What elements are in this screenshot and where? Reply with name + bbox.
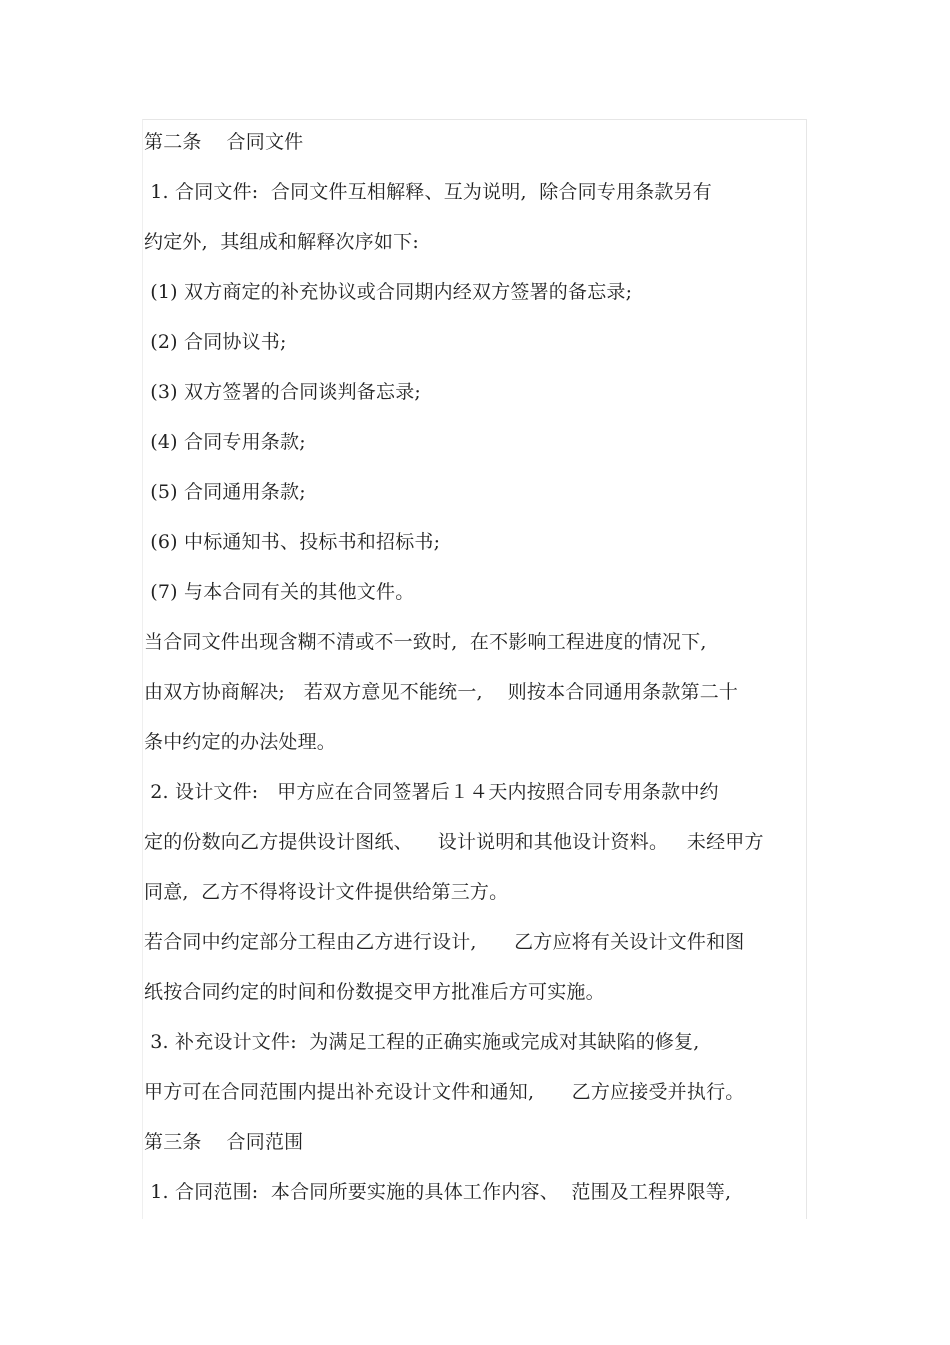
paragraph-line: 当合同文件出现含糊不清或不一致时, 在不影响工程进度的情况下, <box>144 631 707 653</box>
list-item: (2) 合同协议书; <box>144 331 287 353</box>
list-item: (6) 中标通知书、投标书和招标书; <box>144 531 441 553</box>
list-item: (4) 合同专用条款; <box>144 431 306 453</box>
list-item: (1) 双方商定的补充协议或合同期内经双方签署的备忘录; <box>144 281 633 303</box>
paragraph-line: 1. 合同范围: 本合同所要实施的具体工作内容、 范围及工程界限等, <box>144 1181 732 1203</box>
document-body <box>144 120 804 1220</box>
paragraph-line: 纸按合同约定的时间和份数提交甲方批准后方可实施。 <box>144 981 605 1003</box>
paragraph-line: 由双方协商解决; 若双方意见不能统一, 则按本合同通用条款第二十 <box>144 681 739 703</box>
paragraph-line: 3. 补充设计文件: 为满足工程的正确实施或完成对其缺陷的修复, <box>144 1031 700 1053</box>
paragraph-line: 同意, 乙方不得将设计文件提供给第三方。 <box>144 881 509 903</box>
article-3-heading: 第三条 合同范围 <box>144 1131 304 1153</box>
paragraph-line: 约定外, 其组成和解释次序如下: <box>144 231 419 253</box>
paragraph-line: 1. 合同文件: 合同文件互相解释、互为说明, 除合同专用条款另有 <box>144 181 713 203</box>
list-item: (3) 双方签署的合同谈判备忘录; <box>144 381 421 403</box>
paragraph-line: 2. 设计文件: 甲方应在合同签署后１４天内按照合同专用条款中约 <box>144 781 719 803</box>
list-item: (5) 合同通用条款; <box>144 481 306 503</box>
article-2-heading: 第二条 合同文件 <box>144 131 304 153</box>
paragraph-line: 定的份数向乙方提供设计图纸、 设计说明和其他设计资料。 未经甲方 <box>144 831 764 853</box>
list-item: (7) 与本合同有关的其他文件。 <box>144 581 415 603</box>
paragraph-line: 甲方可在合同范围内提出补充设计文件和通知, 乙方应接受并执行。 <box>144 1081 745 1103</box>
paragraph-line: 条中约定的办法处理。 <box>144 731 337 753</box>
paragraph-line: 若合同中约定部分工程由乙方进行设计, 乙方应将有关设计文件和图 <box>144 931 745 953</box>
